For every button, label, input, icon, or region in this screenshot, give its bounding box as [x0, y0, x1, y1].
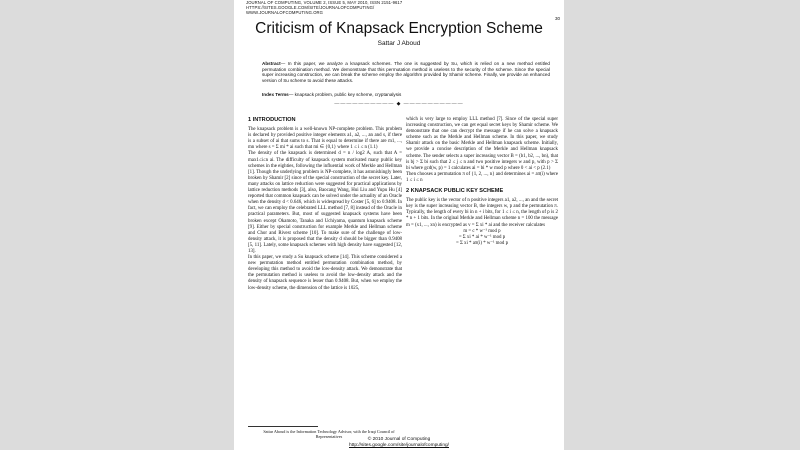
section-divider: —————————— ◆ —————————— [334, 102, 464, 107]
right-paragraph-2: Then chooses a permutation π of {1, 2, ..., n} and determines ai = aπ(i) where 1 ≤ i ≤ n [406, 171, 558, 183]
intro-paragraph-1: The knapsack problem is a well-known NP-complete problem. This problem is declared by provided positive integer elements a1, a2, ..., an and s, if there is a subset of ai that sums to s. That is equal to determine if there are m1, ..., mn where s = Σ mi * ai such that mi ∈ {0,1} where 1 ≤ i ≤ n (1.1) [248, 127, 402, 151]
abstract-label: Abstract [262, 61, 281, 66]
journal-link[interactable]: http://sites.google.com/site/journalofcomputing/ [349, 442, 449, 448]
section-2-title: 2 KNAPSACK PUBLIC KEY SCHEME [406, 188, 504, 195]
right-column [406, 117, 558, 247]
journal-url-2[interactable]: WWW.JOURNALOFCOMPUTING.ORG [246, 10, 324, 15]
paper-page [234, 0, 564, 450]
journal-line: JOURNAL OF COMPUTING, VOLUME 2, ISSUE 5, MAY 2010, ISSN 2151-9617 [246, 0, 403, 5]
abstract [262, 61, 550, 84]
page-number: 30 [554, 16, 560, 21]
index-terms-label: Index Terms [262, 92, 289, 97]
equation-3: = Σ xi * aπ(i) * w⁻¹ mod p [455, 240, 509, 246]
paper-title: Criticism of Knapsack Encryption Scheme [255, 20, 543, 37]
right-paragraph-1: which is very large to employ LLL method [7]. Since of the special super increasing construction, we can get equal secret keys by Shamir scheme. We demonstrate that one can decrypt the message if he can solve a knapsack scheme such as the Merkle and Hellman scheme. In this paper, we study Shamir attack on the basic Merkle and Hellman knapsack scheme. Initially, we provide a concise description of the Merkle and Hellman knapsack scheme. The sender selects a super increasing vector B = (b1, b2, ..., bn), that is bj > Σ bi such that 2 ≤ j ≤ n and two positive integers w and p, with p > Σ bi where gcd(w, p) = 1 calculates ai = bi * w mod p where 0 < ai < p (2.1) [406, 117, 558, 171]
left-column [248, 117, 402, 292]
paper-author: Sattar J Aboud [377, 40, 421, 47]
copyright-text: © 2010 Journal of Computing [367, 437, 431, 442]
footnote-rule [248, 426, 318, 427]
intro-paragraph-2: The density of the knapsack is determined d = n / log2 A, such that A = max1≤i≤n ai. The difficulty of knapsack system motivated many public key schemes in the eighties, following the influential work of Merkle and Hellman [1]. Though the underlying problem is NP-complete, it has astonishingly been broken by Shamir [2] since of the special construction of the secret key. Later, many attacks on lattice reduction were suggested for practical applications by lattice reduction methods [3], also, Baocang Wang, Hui Liu and Yupu Hu [4] reported that common knapsack can be solved under the actuality of an Oracle when the density d < 0.646, which is widespread by Coster [5, 6] to 0.9408. In fact, we can employ the celebrated LLL method [7, 8] instead of the Oracle in practical parameters. But, most of suggested knapsack systems have been broken except Okamoto, Tanaka and Uchiyama, quantum knapsack scheme [9]. Either by special construction for example Merkle and Hellman scheme and Chor and Rivest scheme [10]. To make sure of the challenge of low-density attack, it is proposed that the density d should be bigger than 0.9408 [5, 11]. Lately, some knapsack schemes with high density have suggested [12, 13]. [248, 151, 402, 254]
journal-url-1[interactable]: HTTPS://SITES.GOOGLE.COM/SITE/JOURNALOFCOMPUTING/ [246, 5, 375, 10]
journal-header [246, 0, 402, 15]
equation-2: = Σ xi * ai * w⁻¹ mod p [458, 234, 506, 240]
index-terms [262, 92, 550, 97]
intro-paragraph-3: In this paper, we study a Su knapsack scheme [14]. This scheme considered a new permutation method entitled permutation combination method, by developing this method to avoid the low-density attack. We demonstrate that the permutation method is useless to avoid the low-density attack and the density of knapsack sequence is lesser than 0.9408. But, when we employ the low-density scheme, the dimension of the lattice is 1025, [248, 255, 402, 291]
copyright-block [234, 437, 564, 448]
equation-1: m = c * w⁻¹ mod p [463, 228, 501, 234]
footnote: Sattar Aboud is the Information Technology Advisor, with the Iraqi Council of Representatives [263, 429, 395, 439]
abstract-text: — In this paper, we analyze a knapsack schemes. The one is suggested by Su, which is relied on a new method entitled permutation combination method. We demonstrate that this permutation method is useless to the security of the scheme. Since the special super increasing construction, we can break the scheme employ the algorithm provided by Shamir scheme. Finally, we provide an enhanced version of Su scheme to avoid these attacks. [262, 61, 550, 84]
section-1-title: 1 INTRODUCTION [248, 117, 296, 123]
right-paragraph-3: The public key is the vector of n positive integers a1, a2, ..., an and the secret key is the super increasing vector B, the integers w, p and the permutation π. Typically, the length of every bi in n + i bits, for 1 ≤ i ≤ n, the length of p is 2 * n + 1 bits. In the original Merkle and Hellman scheme n = 100 the message m = (x1, ..., xn) is encrypted as v = Σ xi * ai and the receiver calculates [406, 198, 558, 228]
index-terms-text: — knapsack problem, public key scheme, cryptanalysis [288, 92, 402, 97]
